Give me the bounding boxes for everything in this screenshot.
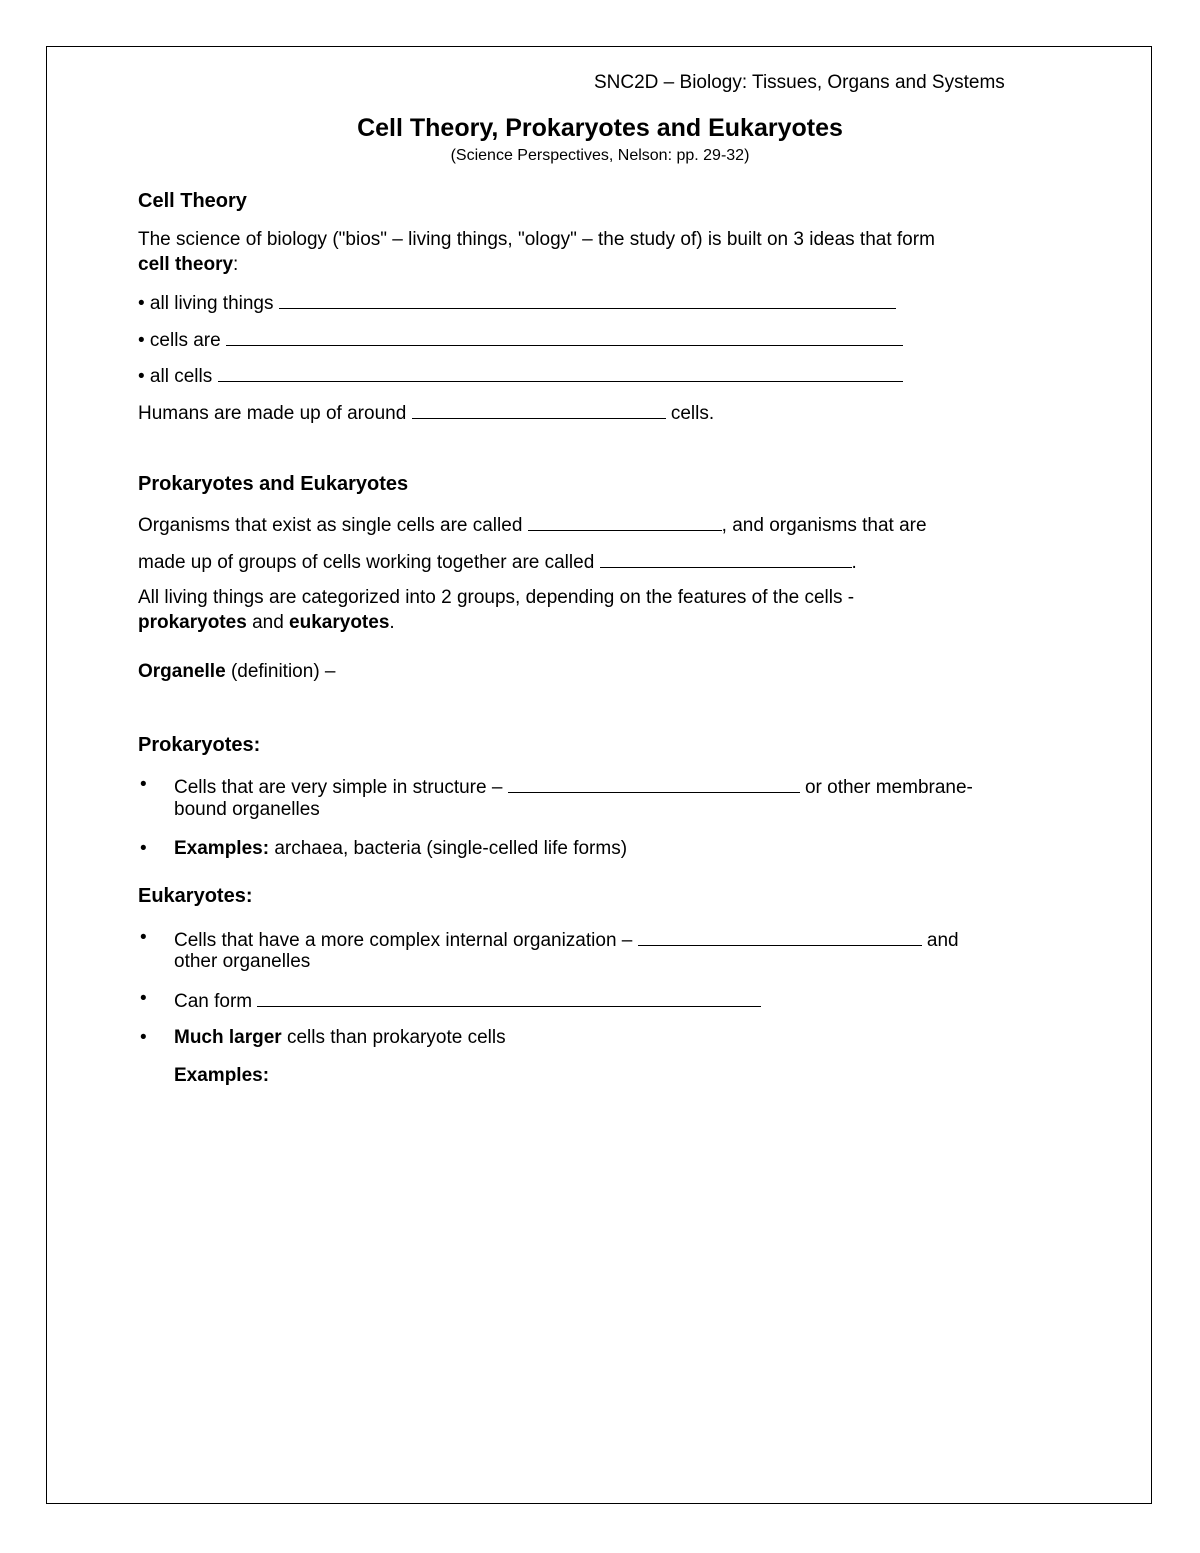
page-title: Cell Theory, Prokaryotes and Eukaryotes [357, 114, 843, 142]
organelle-rest: (definition) – [230, 661, 336, 682]
cell-theory-intro-continued [138, 254, 238, 276]
line2-end: . [851, 552, 857, 573]
eukaryotes-bullet-3 [174, 1027, 506, 1049]
eu-b1-start: Cells that have a more complex internal organization – [174, 930, 633, 951]
pro-examples-text: archaea, bacteria (single-celled life forms) [274, 838, 628, 859]
cell-theory-bullet-2 [138, 327, 903, 352]
line2-start: made up of groups of cells working together are called [138, 552, 595, 573]
term-prokaryotes: prokaryotes [138, 612, 247, 633]
organisms-line-2 [138, 549, 857, 574]
answer-blank-multicellular-organisms[interactable] [257, 988, 761, 1007]
cell-theory-bullet-1 [138, 290, 896, 315]
line1-start: Organisms that exist as single cells are called [138, 515, 523, 536]
line1-end: , and organisms that are [721, 515, 927, 536]
answer-blank-humans[interactable] [412, 400, 666, 419]
categorized-line: All living things are categorized into 2 groups, depending on the features of the cells - [138, 587, 855, 608]
answer-blank-3[interactable] [218, 363, 903, 382]
bullet-glyph: • [140, 838, 147, 859]
bullet-2-text: • cells are [138, 330, 221, 351]
eukaryotes-bullet-1-line-2: other organelles [174, 951, 311, 972]
answer-blank-multicellular[interactable] [600, 549, 852, 568]
cell-theory-intro: The science of biology ("bios" – living things, "ology" – the study of) is built on 3 ideas that form [138, 229, 935, 250]
prokaryotes-bullet-1 [174, 774, 973, 799]
term-organelle: Organelle [138, 661, 226, 682]
term-eukaryotes: eukaryotes [289, 612, 390, 633]
humans-line [138, 400, 714, 425]
pro-b1-end: or other membrane- [804, 777, 973, 798]
eukaryotes-bullet-1 [174, 927, 959, 952]
section-heading-prokaryotes: Prokaryotes: [138, 734, 261, 756]
bullet-glyph: • [140, 774, 147, 795]
bullet-glyph: • [140, 1027, 147, 1048]
humans-text-start: Humans are made up of around [138, 403, 407, 424]
bullet-glyph: • [140, 927, 147, 948]
organelle-definition [138, 661, 336, 683]
answer-blank-nucleus[interactable] [638, 927, 922, 946]
course-header: SNC2D – Biology: Tissues, Organs and Systems [594, 72, 1005, 93]
organisms-line-1 [138, 512, 927, 537]
examples-label: Examples: [174, 1065, 270, 1086]
and-text: and [252, 612, 284, 633]
term-much-larger: Much larger [174, 1027, 282, 1048]
section-heading-cell-theory: Cell Theory [138, 190, 247, 212]
answer-blank-1[interactable] [279, 290, 896, 309]
examples-label: Examples: [174, 838, 270, 859]
prokaryotes-bullet-2 [174, 838, 627, 860]
eukaryotes-bullet-2 [174, 988, 761, 1013]
cell-theory-bullet-3 [138, 363, 903, 388]
answer-blank-unicellular[interactable] [528, 512, 722, 531]
period-text: . [389, 612, 395, 633]
colon-text: : [233, 254, 239, 275]
bullet-1-text: • all living things [138, 293, 274, 314]
cell-theory-term: cell theory [138, 254, 234, 275]
bullet-glyph: • [140, 988, 147, 1009]
humans-text-end: cells. [670, 403, 715, 424]
section-heading-eukaryotes: Eukaryotes: [138, 885, 253, 907]
pro-b1-start: Cells that are very simple in structure – [174, 777, 503, 798]
prokaryotes-bullet-1-line-2: bound organelles [174, 799, 320, 820]
page-subtitle: (Science Perspectives, Nelson: pp. 29-32) [450, 147, 750, 164]
eu-b1-end: and [926, 930, 959, 951]
eu-b2-start: Can form [174, 991, 253, 1012]
answer-blank-2[interactable] [226, 327, 903, 346]
eukaryotes-examples-label [174, 1065, 269, 1087]
categorized-line-continued [138, 612, 395, 634]
bullet-3-text: • all cells [138, 366, 213, 387]
eu-b3-rest: cells than prokaryote cells [286, 1027, 506, 1048]
section-heading-pro-eu: Prokaryotes and Eukaryotes [138, 473, 409, 495]
answer-blank-no-nucleus[interactable] [508, 774, 800, 793]
